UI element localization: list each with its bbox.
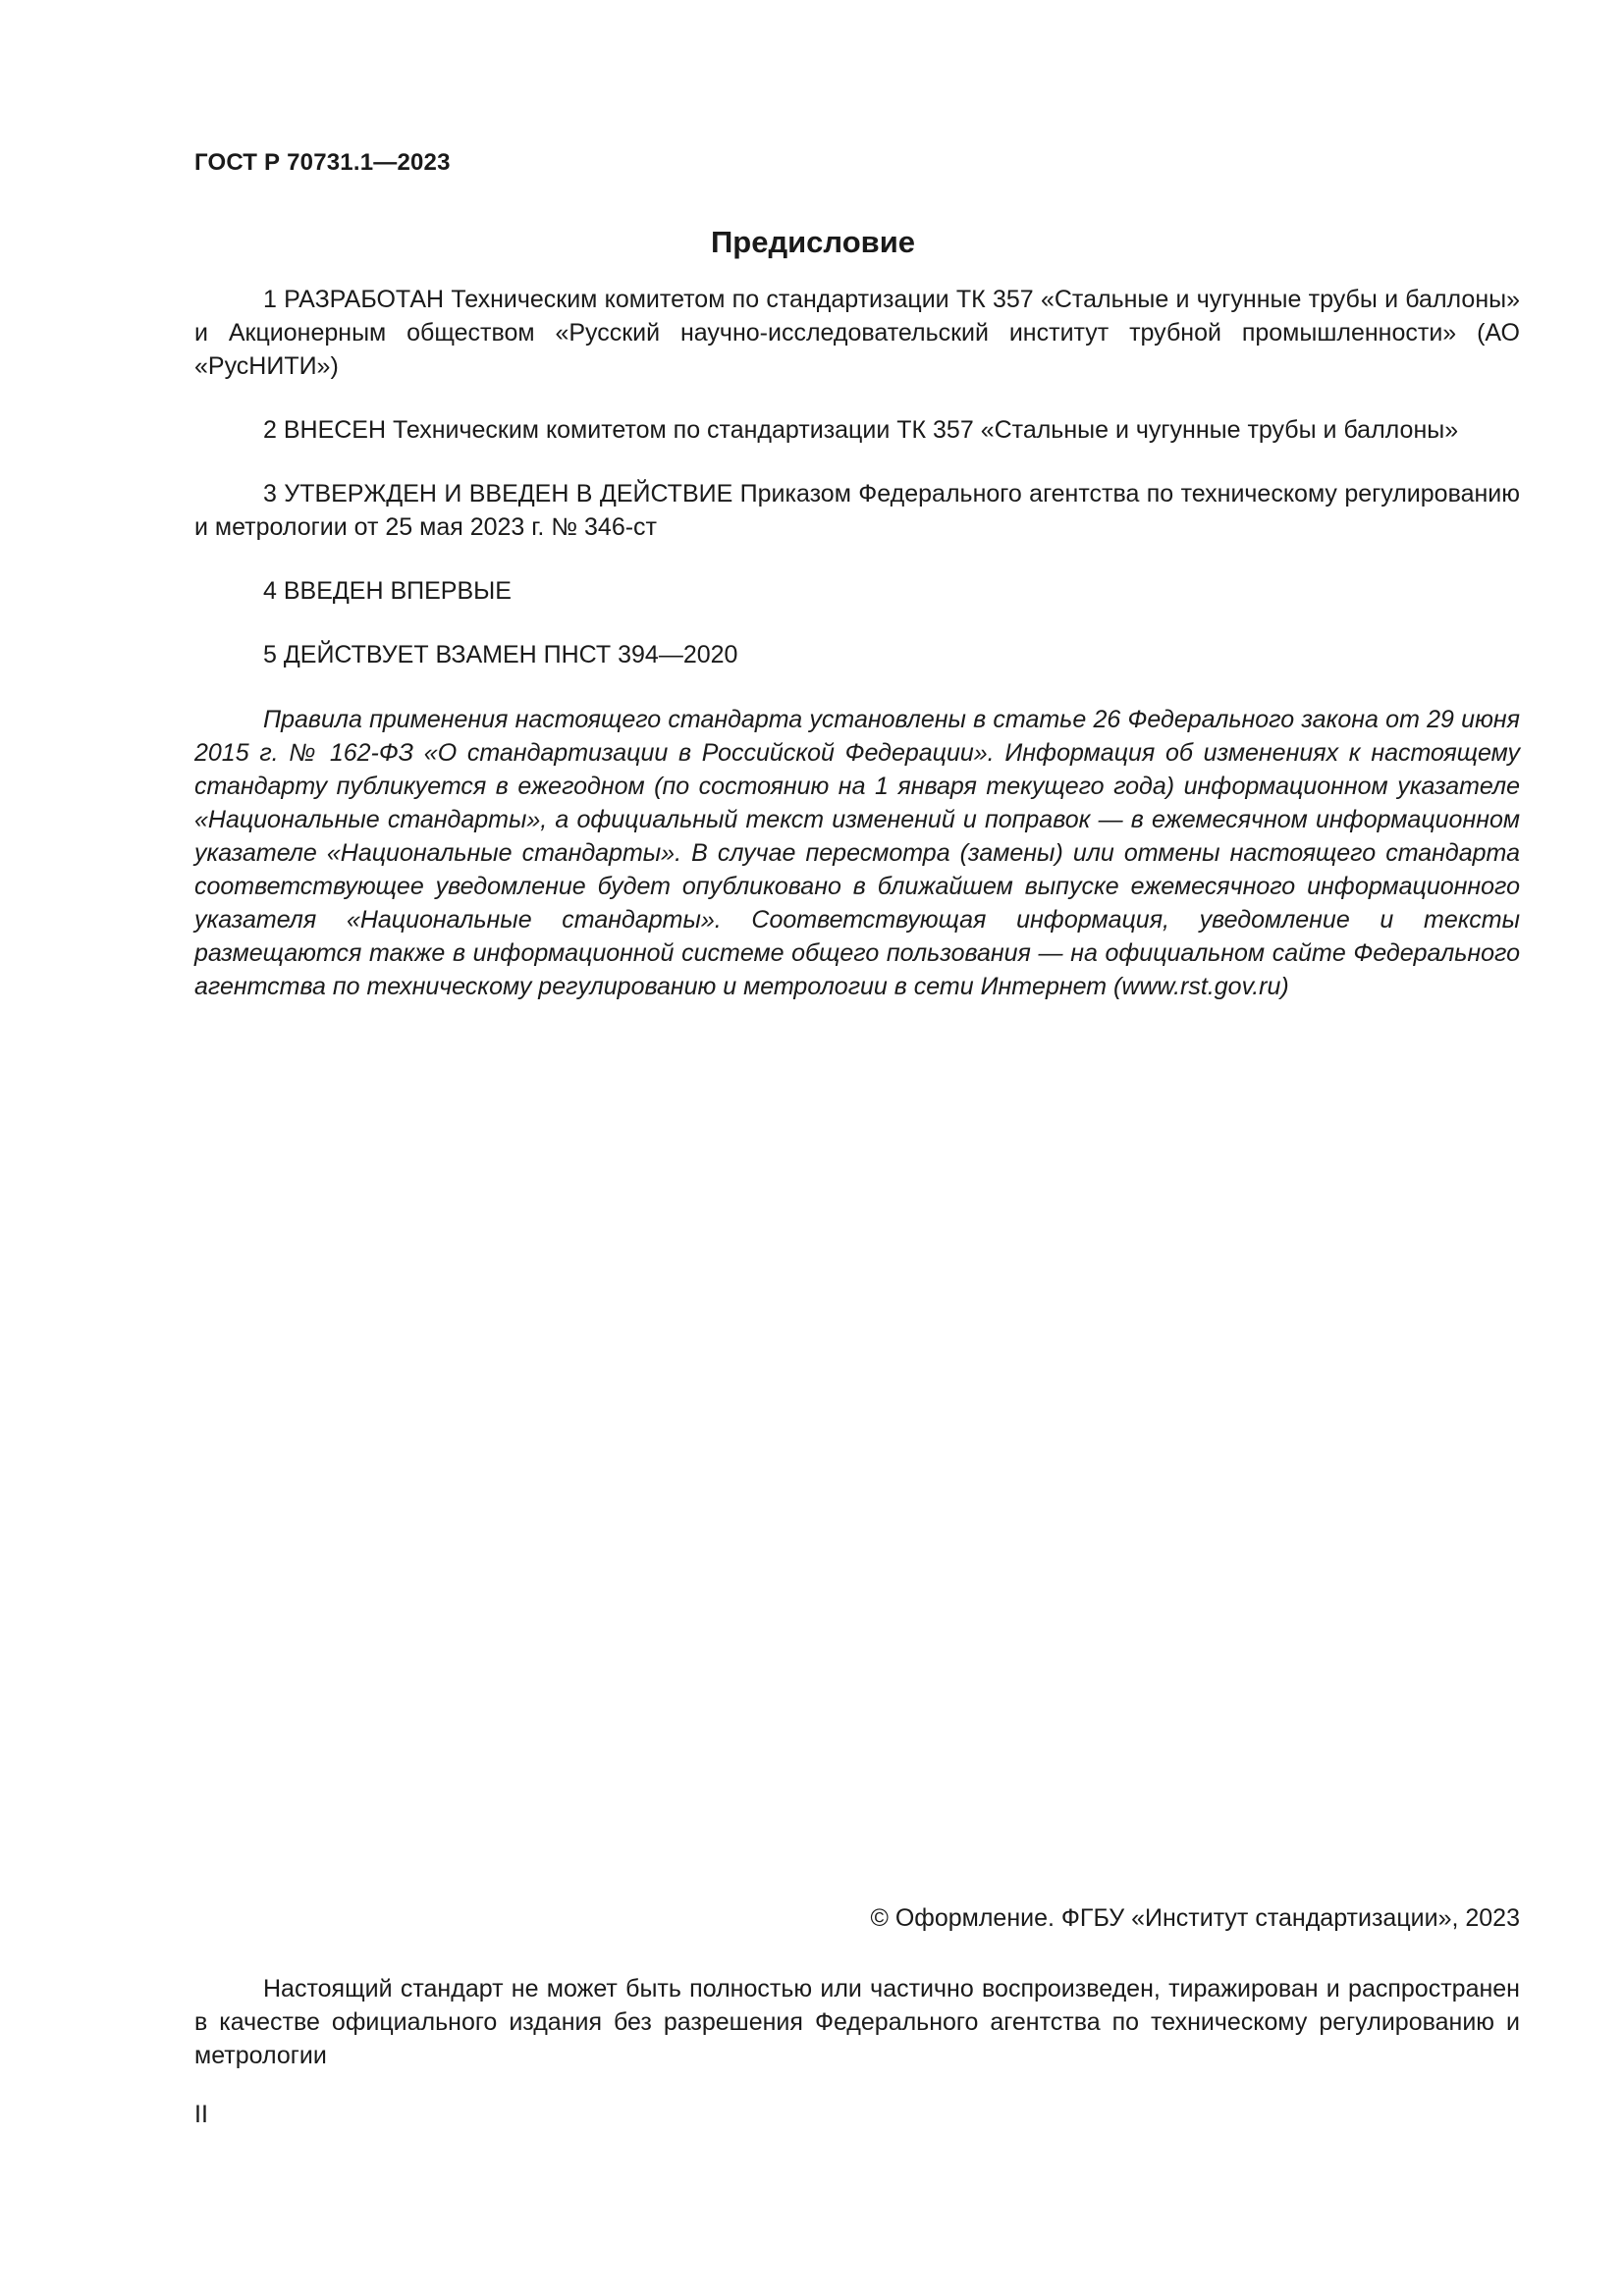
foreword-item-5: 5 ДЕЙСТВУЕТ ВЗАМЕН ПНСТ 394—2020	[263, 641, 738, 668]
copyright-line: © Оформление. ФГБУ «Институт стандартизации», 2023	[870, 1904, 1520, 1932]
foreword-item-3: 3 УТВЕРЖДЕН И ВВЕДЕН В ДЕЙСТВИЕ Приказом Федерального агентства по техническому регулированию и метрологии от 25 мая 2023 г. № 346-ст	[194, 480, 1520, 541]
rules-note: Правила применения настоящего стандарта установлены в статье 26 Федерального закона от 29 июня 2015 г. № 162-ФЗ «О стандартизации в Российской Федерации». Информация об изменениях к настоящему стандарту публикуется в ежегодном (по состоянию на 1 января текущего года) информационном указателе «Национальные стандарты», а официальный текст изменений и поправок — в ежемесячном информационном указателе «Национальные стандарты». В случае пересмотра (замены) или отмены настоящего стандарта соответствующее уведомление будет опубликовано в ближайшем выпуске ежемесячного информационного указателя «Национальные стандарты». Соответствующая информация, уведомление и тексты размещаются также в информационной системе общего пользования — на официальном сайте Федерального агентства по техническому регулированию и метрологии в сети Интернет (www.rst.gov.ru)	[194, 706, 1520, 1000]
page-title: Предисловие	[710, 225, 915, 259]
document-code: ГОСТ Р 70731.1—2023	[194, 149, 451, 176]
reproduction-notice: Настоящий стандарт не может быть полностью или частично воспроизведен, тиражирован и распространен в качестве официального издания без разрешения Федерального агентства по техническому регулированию и метрологии	[194, 1975, 1520, 2069]
page-number: II	[194, 2101, 208, 2128]
foreword-item-1: 1 РАЗРАБОТАН Техническим комитетом по стандартизации ТК 357 «Стальные и чугунные трубы и баллоны» и Акционерным обществом «Русский научно-исследовательский институт трубной промышленности» (АО «РусНИТИ»)	[194, 286, 1520, 380]
foreword-content	[194, 283, 1520, 1034]
foreword-item-2: 2 ВНЕСЕН Техническим комитетом по стандартизации ТК 357 «Стальные и чугунные трубы и баллоны»	[263, 416, 1459, 444]
foreword-item-4: 4 ВВЕДЕН ВПЕРВЫЕ	[263, 577, 512, 605]
